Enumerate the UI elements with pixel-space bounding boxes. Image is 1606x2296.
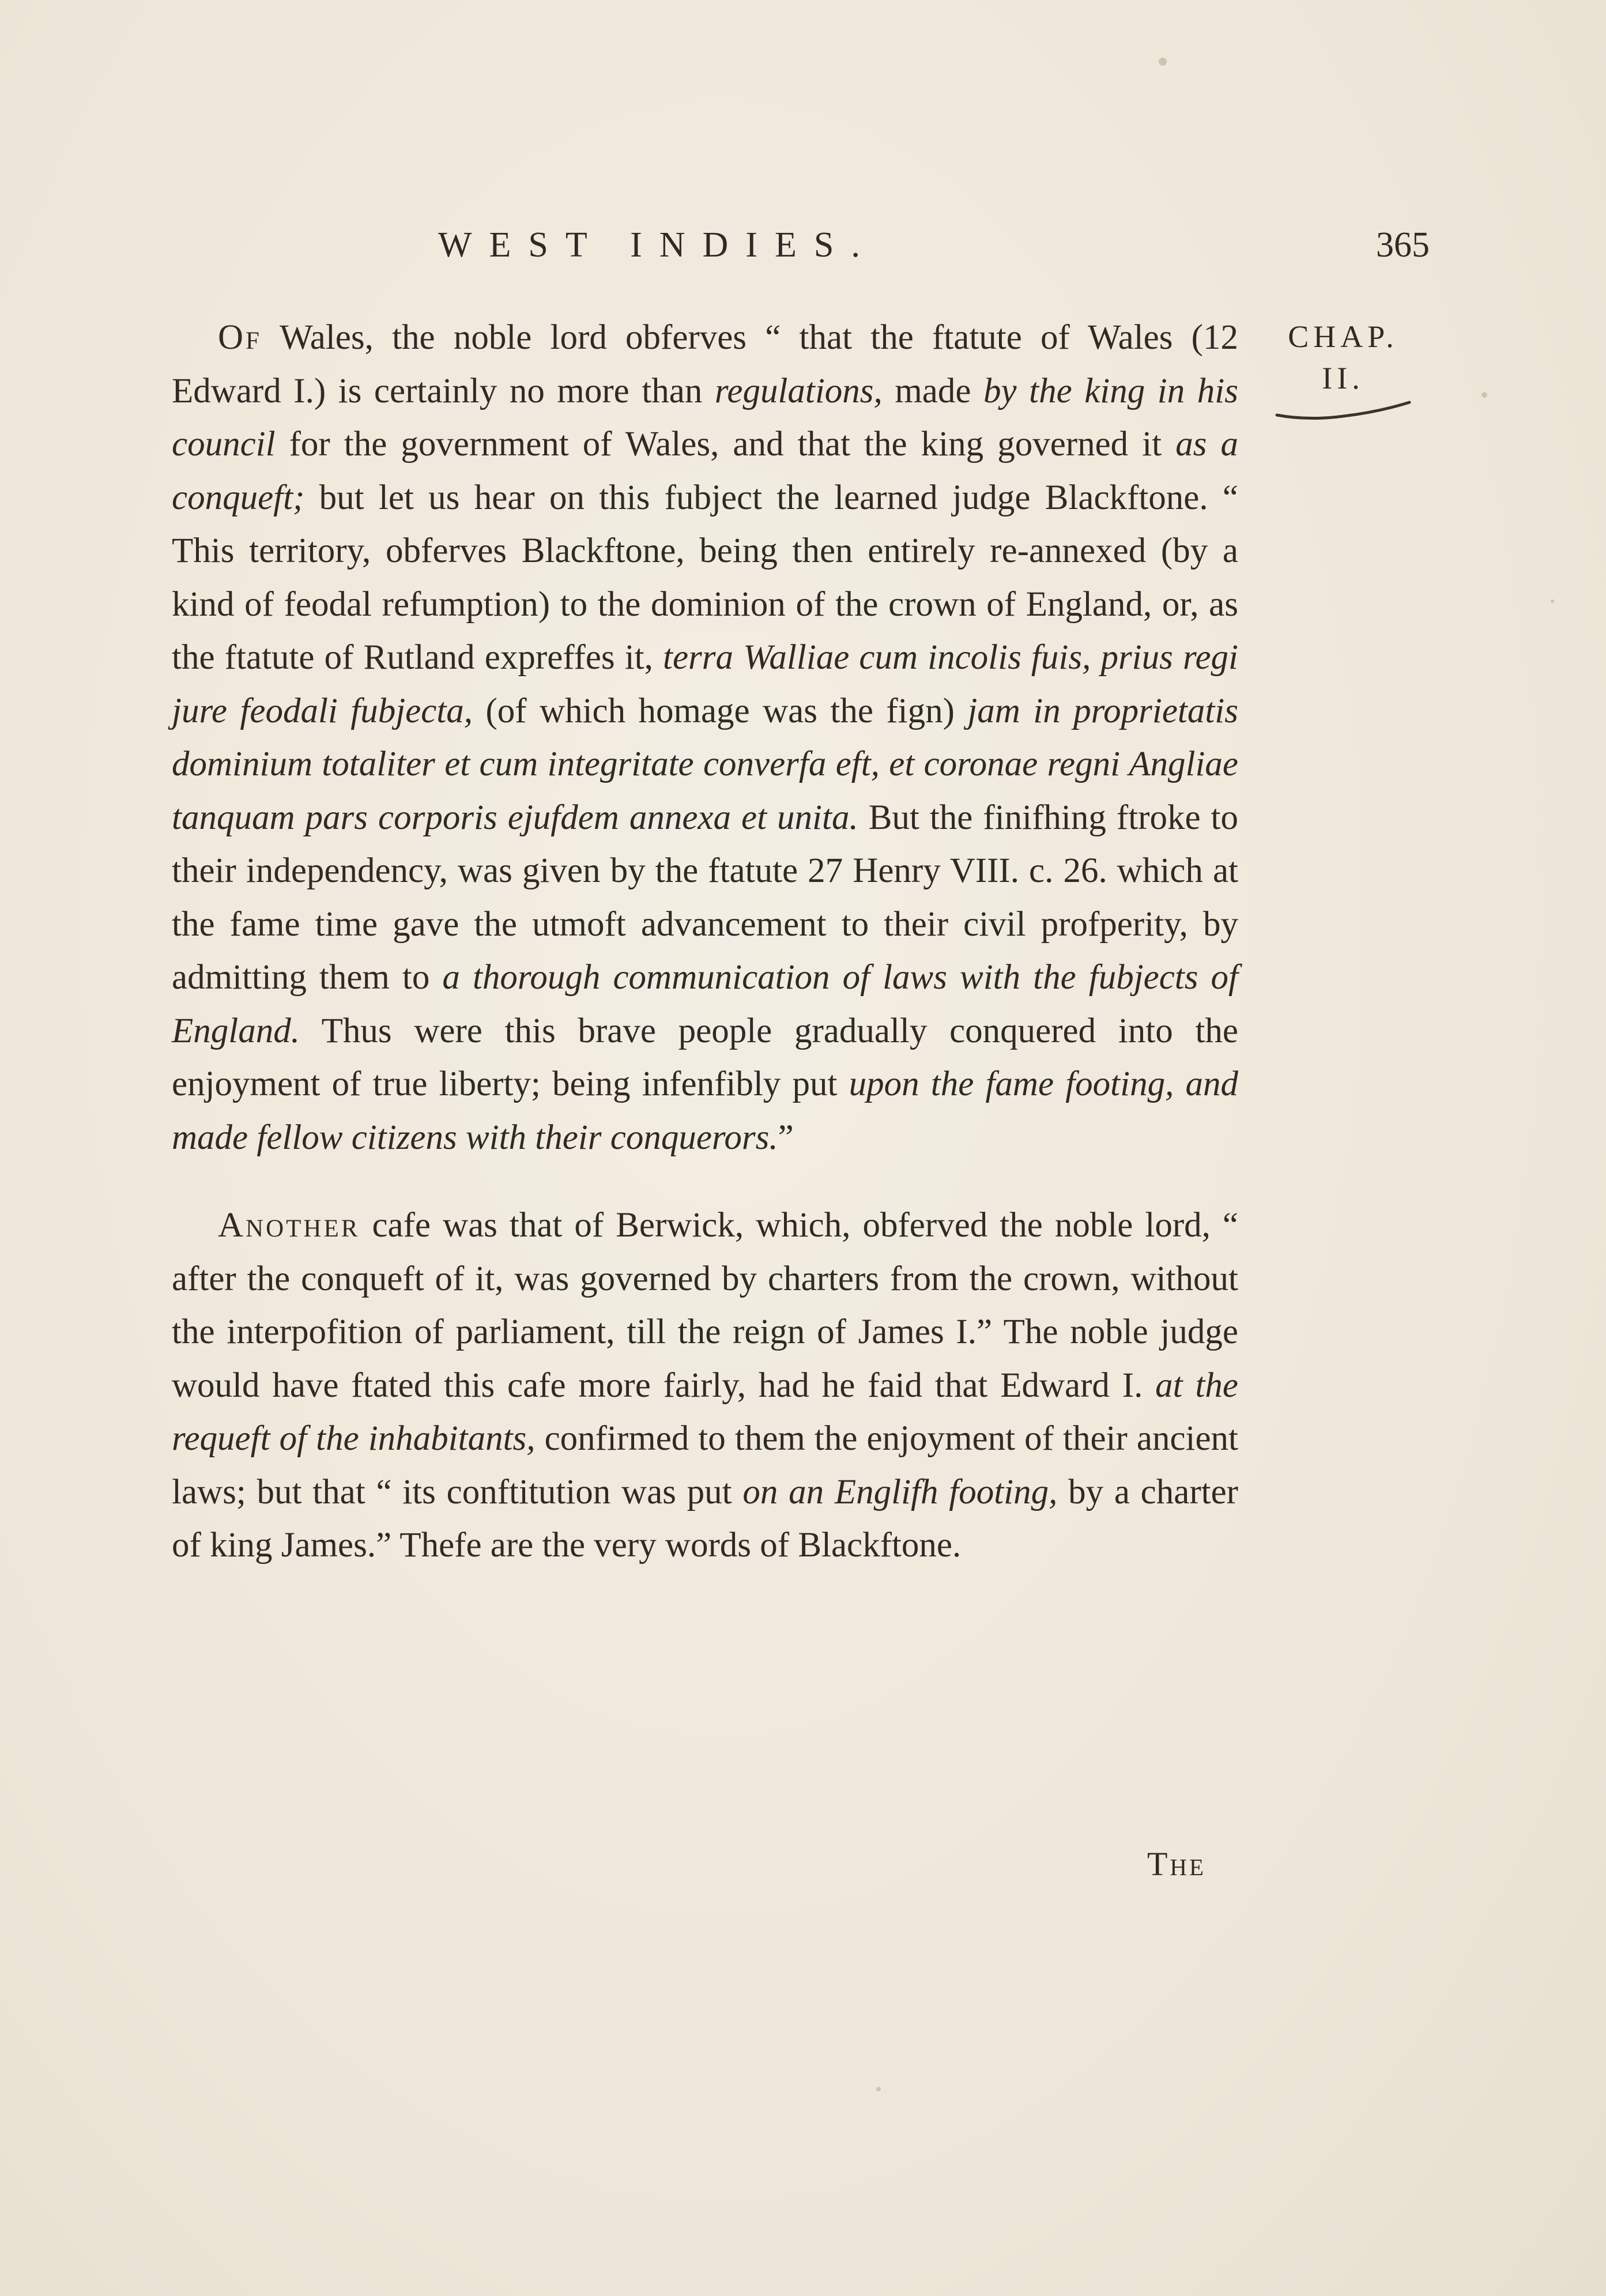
italic-text: as a conqueft; xyxy=(172,425,1238,517)
chapter-marginal-note xyxy=(1268,316,1418,399)
running-head xyxy=(173,225,1430,277)
brace-ornament-icon xyxy=(1274,398,1412,427)
paragraph xyxy=(172,311,1238,1164)
text-run: Wales, the noble lord obferves “ that the ftatute of Wales (12 Edward I.) is certainly no more than xyxy=(172,318,1238,410)
italic-text: by the king in his council xyxy=(172,371,1238,463)
italic-text: on an Englifh footing, xyxy=(742,1472,1058,1511)
italic-text: at the requeft of the inhabitants, xyxy=(172,1366,1238,1458)
italic-text: jam in proprietatis dominium totaliter et cum integritate converfa eft, et coronae regni Angliae tanquam pars corporis ejufdem annexa et unita. xyxy=(172,691,1238,837)
paragraph-lead-word: Another xyxy=(218,1206,360,1245)
page-number: 365 xyxy=(1376,225,1430,265)
italic-text: a thorough communication of laws with the fubjects of England. xyxy=(172,958,1238,1050)
text-run: But the finifhing ftroke to their independency, was given by the ftatute 27 Henry VIII. c. 26. which at the fame time gave the utmoft advancement to their civil profperity, by admitting them to xyxy=(172,798,1238,997)
text-run: ” xyxy=(778,1118,794,1157)
text-run: by a charter of king James.” Thefe are the very words of Blackftone. xyxy=(172,1472,1238,1564)
text-run: confirmed to them the enjoyment of their ancient laws; but that “ its conftitution was put xyxy=(172,1419,1238,1511)
running-title: WEST INDIES. xyxy=(438,225,877,265)
paragraph-lead-word: Of xyxy=(218,318,262,357)
text-run: cafe was that of Berwick, which, obferved the noble lord, “ after the conqueft of it, was governed by charters from the crown, without the interpofition of parliament, till the reign of James I.” The noble judge would have ftated this cafe more fairly, had he faid that Edward I. xyxy=(172,1206,1238,1405)
paper-speck xyxy=(876,2087,881,2091)
paper-speck xyxy=(1481,392,1487,398)
chapter-number: II. xyxy=(1322,361,1364,395)
text-run: for the government of Wales, and that the king governed it xyxy=(275,425,1176,463)
body-text xyxy=(172,311,1238,1573)
catchword: The xyxy=(1147,1845,1207,1883)
paragraph xyxy=(172,1199,1238,1573)
paper-speck xyxy=(1159,58,1167,66)
text-run: made xyxy=(882,371,984,410)
chapter-label: CHAP. xyxy=(1288,319,1398,354)
text-run: but let us hear on this fubject the learned judge Blackftone. “ This territory, obferves Blackftone, being then entirely re-annexed (by a kind of feodal refumption) to the dominion of the crown of England, or, as the ftatute of Rutland expreffes it, xyxy=(172,478,1238,677)
italic-text: upon the fame footing, and made fellow citizens with their conquerors. xyxy=(172,1065,1238,1157)
text-run: (of which homage was the fign) xyxy=(473,691,968,730)
italic-text: regulations, xyxy=(714,371,883,410)
paper-speck xyxy=(1551,600,1554,603)
italic-text: terra Walliae cum incolis fuis, prius regi jure feodali fubjecta, xyxy=(172,638,1238,730)
text-run: Thus were this brave people gradually conquered into the enjoyment of true liberty; being infenfibly put xyxy=(172,1011,1238,1103)
